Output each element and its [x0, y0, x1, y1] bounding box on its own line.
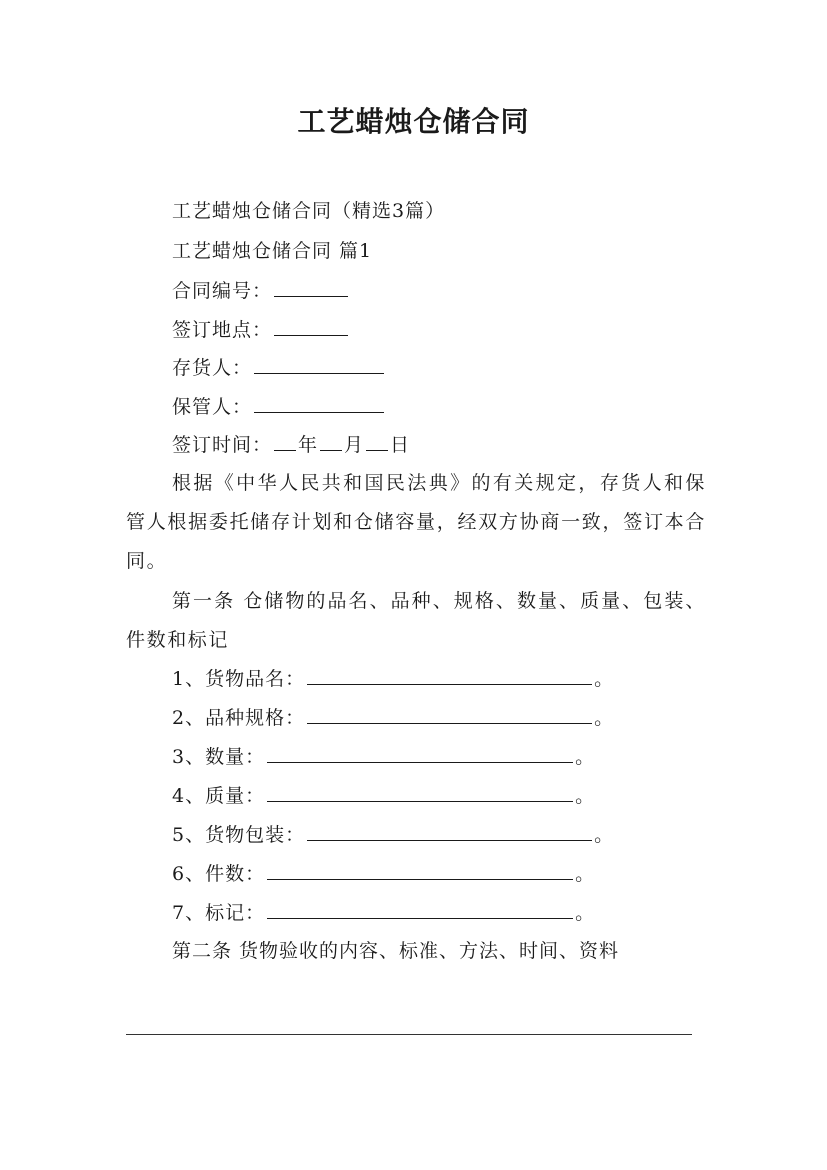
day-text: 日 — [390, 434, 411, 456]
item-end: 。 — [594, 707, 615, 729]
footer-rule — [126, 1034, 692, 1035]
item-line — [172, 664, 614, 693]
item-label: 7、标记： — [172, 902, 266, 924]
item-label: 5、货物包装： — [172, 824, 306, 846]
item-line — [172, 703, 614, 732]
document-subtitle: 工艺蜡烛仓储合同（精选3篇） — [172, 200, 446, 222]
sign-place-label: 签订地点： — [172, 319, 273, 341]
item-blank — [267, 742, 573, 763]
contract-number-label: 合同编号： — [172, 280, 273, 302]
depositor-line — [172, 353, 386, 382]
item-blank — [267, 781, 573, 802]
document-title: 工艺蜡烛仓储合同 — [297, 105, 530, 138]
item-end: 。 — [575, 863, 596, 885]
sign-place-line — [172, 315, 350, 344]
item-blank — [307, 664, 592, 685]
item-label: 6、件数： — [172, 863, 266, 885]
item-end: 。 — [575, 902, 596, 924]
custodian-line — [172, 392, 386, 421]
item-blank — [307, 703, 592, 724]
item-blank — [267, 898, 573, 919]
depositor-blank — [254, 353, 384, 374]
sign-place-blank — [274, 315, 348, 336]
article-1-heading: 第一条 仓储物的品名、品种、规格、数量、质量、包装、件数和标记 — [126, 590, 706, 651]
item-end: 。 — [594, 668, 615, 690]
sign-time-line — [172, 430, 410, 459]
item-blank — [267, 859, 573, 880]
item-line — [172, 742, 595, 771]
item-blank — [307, 820, 592, 841]
day-blank — [366, 430, 388, 451]
year-text: 年 — [298, 434, 319, 456]
custodian-label: 保管人： — [172, 396, 253, 418]
contract-number-blank — [274, 276, 348, 297]
item-line — [172, 820, 614, 849]
item-end: 。 — [594, 824, 615, 846]
article-2-heading: 第二条 货物验收的内容、标准、方法、时间、资料 — [172, 940, 620, 962]
item-label: 3、数量： — [172, 746, 266, 768]
item-label: 1、货物品名： — [172, 668, 306, 690]
depositor-label: 存货人： — [172, 357, 253, 379]
item-end: 。 — [575, 746, 596, 768]
item-label: 2、品种规格： — [172, 707, 306, 729]
month-blank — [320, 430, 342, 451]
item-line — [172, 898, 595, 927]
item-line — [172, 781, 595, 810]
contract-number-line — [172, 276, 350, 305]
item-line — [172, 859, 595, 888]
sign-time-label: 签订时间： — [172, 434, 273, 456]
part-heading: 工艺蜡烛仓储合同 篇1 — [172, 240, 373, 262]
item-label: 4、质量： — [172, 785, 266, 807]
intro-paragraph: 根据《中华人民共和国民法典》的有关规定，存货人和保管人根据委托储存计划和仓储容量，经双方协商一致，签订本合同。 — [126, 472, 706, 572]
custodian-blank — [254, 392, 384, 413]
month-text: 月 — [344, 434, 365, 456]
year-blank — [274, 430, 296, 451]
item-end: 。 — [575, 785, 596, 807]
